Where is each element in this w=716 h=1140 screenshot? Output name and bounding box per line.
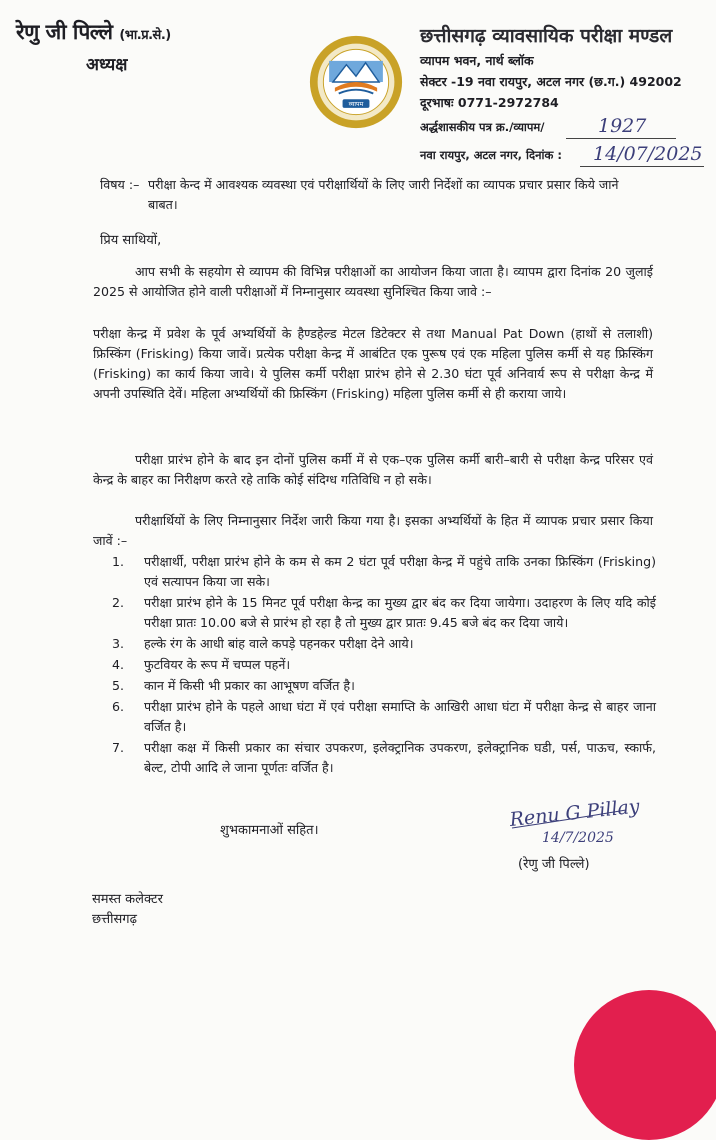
paragraph-1: आप सभी के सहयोग से व्यापम की विभिन्न परीक्षाओं का आयोजन किया जाता है। व्यापम द्वारा दिनांक 20 जुलाई 2025 से आयोजित होने वाली परीक्षाओं में निम्नानुसार व्यवस्था सुनिश्चित किया जावे :– (93, 264, 653, 299)
phone-line (420, 94, 716, 111)
salutation: प्रिय साथियों, (100, 233, 162, 248)
address-line-2: सेक्टर -19 नवा रायपुर, अटल नगर (छ.ग.) 492002 (420, 74, 682, 89)
seal-text: व्यापम (348, 101, 364, 108)
chairperson-name: रेणु जी पिल्ले (भा.प्र.से.) (16, 20, 171, 44)
list-item: 1. परीक्षार्थी, परीक्षा प्रारंभ होने के कम से कम 2 घंटा पूर्व परीक्षा केन्द्र में पहुंचे ताकि उनका फ्रिस्किंग (Frisking) एवं सत्यापन किया जा सके। (112, 554, 656, 589)
address-line-1: व्यापम भवन, नार्थ ब्लॉक (420, 53, 534, 68)
reference-label: अर्द्धशासकीय पत्र क्र./व्यापम/ (420, 120, 545, 134)
list-item: 7. परीक्षा कक्ष में किसी प्रकार का संचार उपकरण, इलेक्ट्रानिक उपकरण, इलेक्ट्रानिक घडी, पर्स, पाऊच, स्कार्फ, बेल्ट, टोपी आदि ले जाना पूर्णतः वर्जित है। (112, 740, 656, 775)
date-underline (580, 166, 704, 167)
paragraph-4: परीक्षार्थियों के लिए निम्नानुसार निर्देश जारी किया गया है। इसका अभ्यर्थियों के हित में व्यापक प्रचार प्रसार किया जावें :– (93, 513, 653, 548)
paragraph-2: परीक्षा केन्द्र में प्रवेश के पूर्व अभ्यर्थियों के हैण्डहेल्ड मेटल डिटेक्टर से तथा Manual Pat Down (हाथों से तलाशी) फ्रिस्किंग (Frisking) किया जावें। प्रत्येक परीक्षा केन्द्र में आबंटित एक पुरूष एवं एक महिला पुलिस कर्मी से यह फ्रिस्किंग (Frisking) का कार्य किया जावे। ये पुलिस कर्मी परीक्षा प्रारंभ होने से 2.30 घंटा पूर्व अनिवार्य रूप से परीक्षा केन्द्र में अपनी उपस्थिति देवें। महिला अभ्यर्थियों की फ्रिस्किंग (Frisking) महिला पुलिस कर्मी से ही कराया जाये। (93, 326, 653, 401)
addressee-line-1: समस्त कलेक्टर (92, 892, 163, 907)
phone-label: दूरभाषः (420, 95, 454, 110)
svg-text:14/7/2025: 14/7/2025 (542, 830, 614, 846)
instruction-list (108, 552, 656, 779)
date-label: नवा रायपुर, अटल नगर, दिनांक : (420, 148, 562, 162)
chairperson-designation: अध्यक्ष (86, 55, 128, 75)
handwritten-signature (506, 788, 678, 848)
chairperson-service: (भा.प्र.से.) (119, 28, 171, 43)
organization-block (420, 22, 716, 111)
phone-number: 0771-2972784 (457, 95, 559, 110)
addressee (92, 890, 163, 930)
list-item: 3. हल्के रंग के आधी बांह वाले कपड़े पहनकर परीक्षा देने आये। (112, 636, 414, 651)
list-item: 2. परीक्षा प्रारंभ होने के 15 मिनट पूर्व परीक्षा केन्द्र का मुख्य द्वार बंद कर दिया जायेगा। उदाहरण के लिए यदि कोई परीक्षा प्रातः 10.00 बजे से प्रारंभ हो रहा है तो मुख्य द्वार प्रातः 9.45 बजे बंद कर दिया जाये। (112, 595, 656, 630)
closing-line: शुभकामनाओं सहित। (220, 823, 319, 838)
vyapam-seal-logo (308, 34, 404, 130)
list-item: 6. परीक्षा प्रारंभ होने के पहले आधा घंटा में एवं परीक्षा समाप्ति के आखिरी आधा घंटा में परीक्षा केन्द्र से बाहर जाना वर्जित है। (112, 699, 656, 734)
reference-underline (566, 138, 676, 139)
svg-text:Renu G Pillay: Renu G Pillay (508, 795, 641, 831)
subject (100, 175, 620, 215)
subject-text: परीक्षा केन्द में आवश्यक व्यवस्था एवं परीक्षार्थियों के लिए जारी निर्देशों का व्यापक प्रचार प्रसार किये जाने बाबत। (148, 177, 619, 212)
paragraph-3: परीक्षा प्रारंभ होने के बाद इन दोनों पुलिस कर्मी में से एक–एक पुलिस कर्मी बारी–बारी से परीक्षा केन्द्र परिसर एवं केन्द्र के बाहर का निरीक्षण करते रहे ताकि कोई संदिग्ध गतिविधि न हो सके। (93, 452, 653, 487)
list-item: 5. कान में किसी भी प्रकार का आभूषण वर्जित है। (112, 678, 355, 693)
letter-date: 14/07/2025 (593, 143, 703, 165)
signatory-name: (रेणु जी पिल्ले) (518, 857, 590, 872)
subject-label: विषय :– (100, 177, 140, 192)
list-item: 4. फुटवियर के रूप में चप्पल पहनें। (112, 657, 291, 672)
addressee-line-2: छत्तीसगढ़ (92, 912, 137, 927)
reference-number: 1927 (598, 115, 647, 137)
corner-badge (574, 990, 716, 1140)
organization-title: छत्तीसगढ़ व्यावसायिक परीक्षा मण्डल (420, 25, 673, 47)
